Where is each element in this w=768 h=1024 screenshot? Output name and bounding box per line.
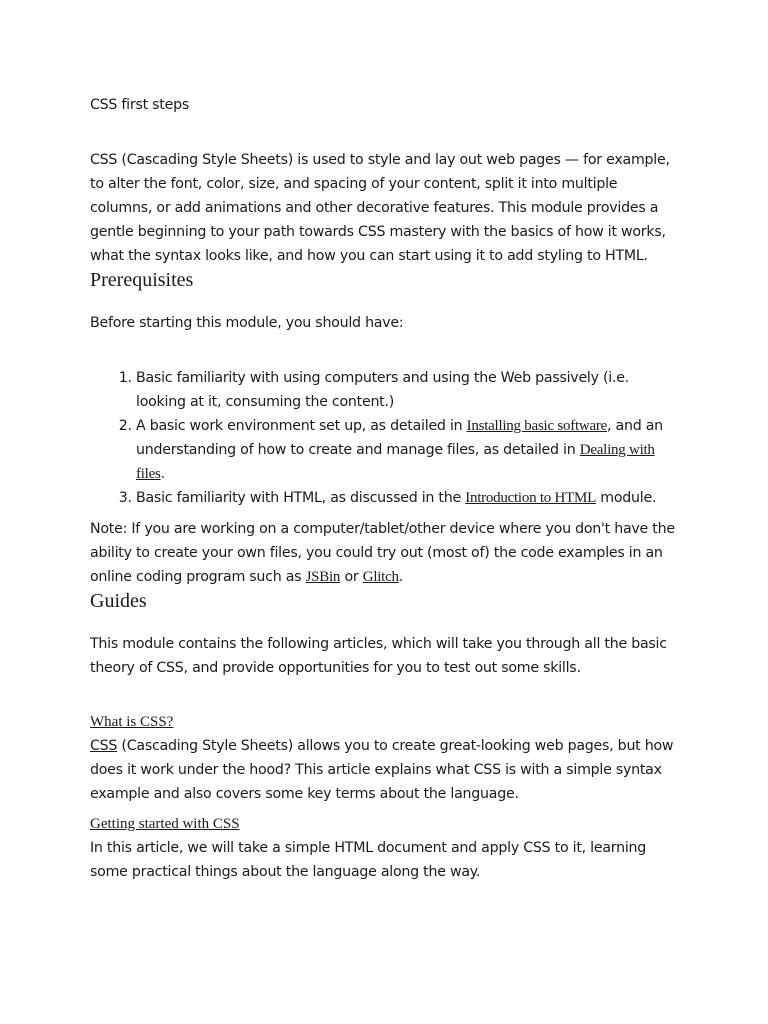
prerequisite-text: A basic work environment set up, as detailed in [136,418,467,434]
guide-article-description: In this article, we will take a simple HTML document and apply CSS to it, learning some practical things about the language along the way. [90,840,647,880]
guide-article [90,710,682,806]
introduction-to-html-link[interactable]: Introduction to HTML [465,490,597,506]
note-paragraph [90,517,682,589]
prerequisites-lead: Before starting this module, you should have: [90,315,404,331]
prerequisites-heading: Prerequisites [90,269,194,291]
guides-heading: Guides [90,590,147,612]
prerequisite-item [136,366,682,414]
prerequisite-text: . [160,466,165,482]
prerequisite-text: Basic familiarity with using computers and using the Web passively (i.e. looking at it, consuming the content.) [136,370,629,410]
prerequisite-text: Basic familiarity with HTML, as discussed in the [136,490,466,506]
guide-article [90,812,682,884]
jsbin-link[interactable]: JSBin [305,569,341,585]
guide-article-description [90,734,682,806]
glitch-link[interactable]: Glitch [362,569,399,585]
installing-basic-software-link[interactable]: Installing basic software [466,418,608,434]
prerequisite-text: , and an understanding of how to create and manage files, as detailed in [136,418,663,458]
css-abbr-link[interactable]: CSS [90,738,118,754]
prerequisites-list [90,366,682,510]
prerequisite-text: module. [596,490,657,506]
prerequisite-item [136,414,682,486]
intro-paragraph: CSS (Cascading Style Sheets) is used to style and lay out web pages — for example, to alter the font, color, size, and spacing of your content, split it into multiple columns, or add animations and other decorative features. This module provides a gentle beginning to your path towards CSS mastery with the basics of how it works, what the syntax looks like, and how you can start using it to add styling to HTML. [90,152,670,264]
guide-article-text: (Cascading Style Sheets) allows you to create great-looking web pages, but how does it work under the hood? This article explains what CSS is with a simple syntax example and also covers some key terms about the language. [90,738,674,802]
guides-lead: This module contains the following articles, which will take you through all the basic theory of CSS, and provide opportunities for you to test out some skills. [90,636,667,676]
what-is-css-link[interactable]: What is CSS? [90,714,174,730]
note-text: or [340,569,363,585]
getting-started-with-css-link[interactable]: Getting started with CSS [90,816,240,832]
prerequisite-item [136,486,682,510]
note-text: Note: If you are working on a computer/tablet/other device where you don't have the ability to create your own files, you could try out (most of) the code examples in an online coding program such as [90,521,675,585]
note-text: . [398,569,403,585]
dealing-with-files-link[interactable]: Dealing with files [136,442,655,482]
document-title: CSS first steps [90,97,189,113]
document-page [90,93,682,884]
